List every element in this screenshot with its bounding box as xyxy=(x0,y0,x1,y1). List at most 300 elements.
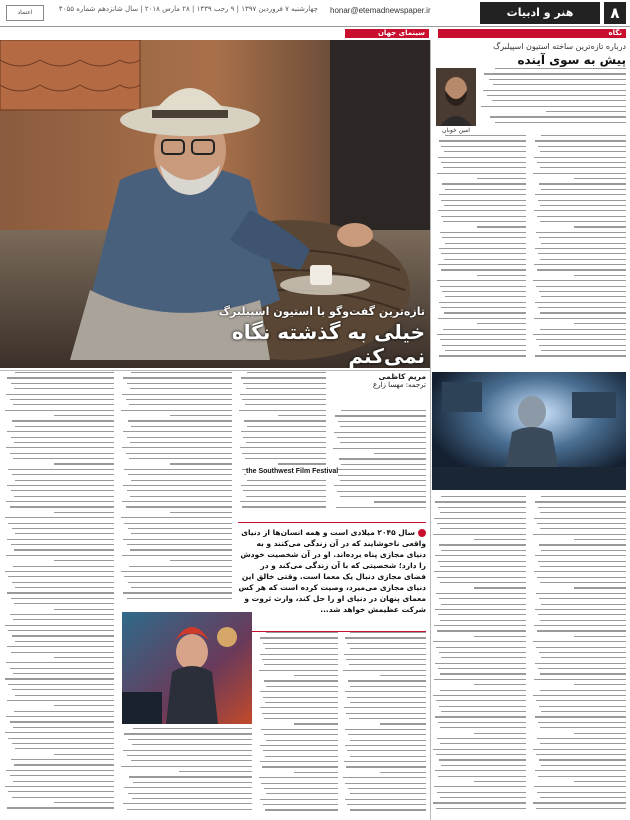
text-line xyxy=(265,648,338,649)
text-line xyxy=(7,646,114,647)
text-line xyxy=(439,248,526,249)
hero-title-box xyxy=(210,305,425,368)
text-line xyxy=(131,760,252,761)
text-line xyxy=(445,135,526,136)
text-line xyxy=(14,496,114,497)
text-line xyxy=(438,776,526,777)
text-line xyxy=(264,680,338,681)
text-line xyxy=(442,345,526,346)
text-line xyxy=(339,458,426,459)
text-line xyxy=(127,544,232,545)
text-line xyxy=(126,399,232,400)
text-line xyxy=(121,410,232,411)
text-line xyxy=(350,809,426,810)
text-line xyxy=(345,637,426,638)
text-line xyxy=(15,587,114,588)
text-line xyxy=(535,770,626,771)
text-line xyxy=(334,432,426,433)
text-line xyxy=(123,803,252,804)
text-line xyxy=(535,140,626,141)
text-line xyxy=(489,79,626,80)
text-line xyxy=(13,673,114,674)
text-line xyxy=(132,744,252,745)
text-line xyxy=(495,68,626,69)
text-line xyxy=(534,518,626,519)
text-line xyxy=(574,733,626,734)
text-line xyxy=(441,162,527,163)
text-line xyxy=(5,625,114,626)
text-line xyxy=(538,668,626,669)
text-line xyxy=(533,802,626,803)
text-line xyxy=(477,275,527,276)
text-line xyxy=(262,659,338,660)
text-line xyxy=(437,630,526,631)
text-line xyxy=(241,431,326,432)
text-line xyxy=(537,269,626,270)
text-line xyxy=(340,480,426,481)
text-line xyxy=(246,496,326,497)
text-line xyxy=(438,614,526,615)
text-line xyxy=(474,684,526,685)
right-lower-col-a xyxy=(432,496,526,816)
right-col-text-c xyxy=(532,135,626,365)
text-line xyxy=(533,749,626,750)
text-line xyxy=(13,458,114,459)
text-line xyxy=(541,135,626,136)
text-line xyxy=(12,582,114,583)
text-line xyxy=(540,620,626,621)
text-line xyxy=(440,528,526,529)
text-line xyxy=(5,678,114,679)
text-line xyxy=(441,269,527,270)
text-line xyxy=(347,804,426,805)
text-line xyxy=(278,415,326,416)
text-line xyxy=(348,788,426,789)
text-line xyxy=(438,722,526,723)
text-line xyxy=(474,539,526,540)
text-line xyxy=(170,560,232,561)
text-line xyxy=(541,765,626,766)
text-line xyxy=(445,189,526,190)
lower-col-6 xyxy=(342,632,426,816)
text-line xyxy=(243,383,326,384)
text-line xyxy=(264,788,338,789)
text-line xyxy=(8,791,114,792)
text-line xyxy=(347,750,426,751)
text-line xyxy=(247,480,326,481)
text-line xyxy=(537,523,626,524)
text-line xyxy=(540,205,626,206)
text-line xyxy=(439,759,526,760)
text-line xyxy=(5,410,114,411)
text-line xyxy=(12,743,114,744)
text-line xyxy=(433,749,526,750)
text-line xyxy=(8,630,114,631)
text-line xyxy=(265,809,338,810)
text-line xyxy=(436,808,526,809)
middle-translator: ترجمه: مهسا زارع xyxy=(373,381,426,389)
text-line xyxy=(335,469,426,470)
text-line xyxy=(128,474,232,475)
text-line xyxy=(435,770,526,771)
text-line xyxy=(294,723,338,724)
text-line xyxy=(441,711,526,712)
text-line xyxy=(539,598,626,599)
text-line xyxy=(444,151,526,152)
text-line xyxy=(123,750,252,751)
text-line xyxy=(345,745,426,746)
text-line xyxy=(260,799,338,800)
text-line xyxy=(122,394,232,395)
text-line xyxy=(440,673,526,674)
text-line xyxy=(574,684,626,685)
newspaper-logo: اعتماد xyxy=(6,5,44,21)
text-line xyxy=(439,140,526,141)
text-line xyxy=(534,264,626,265)
text-line xyxy=(347,643,426,644)
text-line xyxy=(10,453,115,454)
text-line xyxy=(435,555,526,556)
text-line xyxy=(537,577,626,578)
text-line xyxy=(538,614,626,615)
text-line xyxy=(54,512,115,513)
text-line xyxy=(170,512,232,513)
text-line xyxy=(441,765,526,766)
text-line xyxy=(539,237,626,238)
text-line xyxy=(12,635,114,636)
text-line xyxy=(129,404,232,405)
text-line xyxy=(436,700,526,701)
text-line xyxy=(540,566,626,567)
text-line xyxy=(343,670,426,671)
text-line xyxy=(574,781,626,782)
text-line xyxy=(8,469,114,470)
text-line xyxy=(536,286,626,287)
text-line xyxy=(127,809,252,810)
text-line xyxy=(262,713,338,714)
text-line xyxy=(435,716,526,717)
author-photo xyxy=(436,68,476,126)
text-line xyxy=(533,334,626,335)
text-line xyxy=(574,226,626,227)
text-line xyxy=(535,248,626,249)
text-line xyxy=(11,490,114,491)
text-line xyxy=(436,593,526,594)
text-line xyxy=(14,764,114,765)
text-line xyxy=(350,756,426,757)
text-line xyxy=(179,771,252,772)
text-line xyxy=(54,463,115,464)
text-line xyxy=(13,619,114,620)
text-line xyxy=(540,528,626,529)
text-line xyxy=(266,740,338,741)
text-line xyxy=(5,517,114,518)
text-line xyxy=(129,776,252,777)
text-line xyxy=(541,711,626,712)
text-line xyxy=(127,598,232,599)
text-line xyxy=(14,442,114,443)
text-line xyxy=(54,657,115,658)
text-line xyxy=(126,453,232,454)
text-line xyxy=(483,90,626,91)
right-lower-col-b xyxy=(532,496,626,816)
text-line xyxy=(440,690,526,691)
text-line xyxy=(540,221,626,222)
text-line xyxy=(121,517,232,518)
text-line xyxy=(340,426,426,427)
text-line xyxy=(474,733,526,734)
text-line xyxy=(6,662,114,663)
text-line xyxy=(122,447,232,448)
text-line xyxy=(7,807,114,808)
text-line xyxy=(434,625,526,626)
text-line xyxy=(54,560,115,561)
text-line xyxy=(341,464,426,465)
quote-marker-icon xyxy=(418,529,426,537)
text-line xyxy=(538,200,626,201)
text-line xyxy=(436,647,526,648)
text-line xyxy=(534,210,626,211)
text-line xyxy=(263,697,338,698)
text-line xyxy=(11,652,114,653)
text-line xyxy=(574,275,626,276)
text-line xyxy=(445,243,526,244)
text-line xyxy=(14,603,114,604)
text-line xyxy=(477,323,527,324)
text-line xyxy=(440,512,526,513)
text-line xyxy=(437,577,526,578)
page-header xyxy=(0,0,630,27)
text-line xyxy=(128,528,232,529)
text-line xyxy=(12,689,114,690)
lower-col-5 xyxy=(258,632,338,816)
text-line xyxy=(538,146,626,147)
text-line xyxy=(540,512,626,513)
text-line xyxy=(535,355,626,356)
text-line xyxy=(15,372,114,373)
right-article-headline: پیش به سوی آینده xyxy=(517,53,626,67)
section-email[interactable]: honar@etemadnewspaper.ir xyxy=(330,6,431,15)
text-line xyxy=(438,668,526,669)
text-line xyxy=(7,700,114,701)
text-line xyxy=(350,740,426,741)
middle-byline xyxy=(332,372,426,389)
text-line xyxy=(14,388,114,389)
text-line xyxy=(261,729,338,730)
text-line xyxy=(264,734,338,735)
text-line xyxy=(344,761,426,762)
text-line xyxy=(259,670,338,671)
text-line xyxy=(245,458,326,459)
text-line xyxy=(440,339,526,340)
text-line xyxy=(536,593,626,594)
text-line xyxy=(54,609,115,610)
text-line xyxy=(535,194,626,195)
text-line xyxy=(541,243,626,244)
text-line xyxy=(439,355,526,356)
text-line xyxy=(294,772,338,773)
text-line xyxy=(442,291,526,292)
text-line xyxy=(442,237,526,238)
text-line xyxy=(539,544,626,545)
text-line xyxy=(474,587,526,588)
text-line xyxy=(129,566,232,567)
text-line xyxy=(130,496,232,497)
text-line xyxy=(170,415,232,416)
text-line xyxy=(534,625,626,626)
text-line xyxy=(437,738,526,739)
text-line xyxy=(537,630,626,631)
author-name: امین خوبان xyxy=(442,127,470,134)
text-line xyxy=(540,151,626,152)
text-line xyxy=(8,523,114,524)
text-line xyxy=(533,280,626,281)
lower-col-2 xyxy=(120,372,232,608)
text-line xyxy=(541,550,626,551)
text-line xyxy=(535,663,626,664)
text-line xyxy=(534,786,626,787)
text-line xyxy=(441,253,526,254)
text-line xyxy=(15,695,114,696)
section-title: هنر و ادبیات xyxy=(480,2,600,24)
text-line xyxy=(13,404,114,405)
text-line xyxy=(349,718,426,719)
text-line xyxy=(123,539,232,540)
text-line xyxy=(380,772,426,773)
text-line xyxy=(436,754,526,755)
text-line xyxy=(350,686,426,687)
middle-author: مریم کاظمی xyxy=(378,372,426,381)
text-line xyxy=(535,501,626,502)
text-line xyxy=(6,716,114,717)
text-line xyxy=(124,576,232,577)
text-line xyxy=(15,426,114,427)
lower-col-7 xyxy=(120,728,252,816)
text-line xyxy=(539,345,626,346)
text-line xyxy=(10,775,115,776)
text-line xyxy=(13,781,114,782)
text-line xyxy=(263,750,338,751)
text-line xyxy=(438,507,526,508)
text-line xyxy=(440,797,526,798)
text-line xyxy=(490,116,626,117)
text-line xyxy=(439,652,526,653)
text-line xyxy=(534,157,626,158)
text-line xyxy=(12,474,114,475)
text-line xyxy=(345,691,426,692)
text-line xyxy=(10,721,115,722)
text-line xyxy=(243,437,326,438)
text-line xyxy=(477,226,527,227)
text-line xyxy=(538,561,626,562)
text-line xyxy=(443,221,526,222)
text-line xyxy=(348,734,426,735)
text-line xyxy=(433,534,526,535)
text-line xyxy=(443,167,526,168)
hero-photo xyxy=(0,40,430,368)
text-line xyxy=(574,323,626,324)
text-line xyxy=(481,106,626,107)
text-line xyxy=(538,722,626,723)
text-line xyxy=(12,528,114,529)
text-line xyxy=(492,100,626,101)
festival-name: the Southwest Film Festival xyxy=(246,468,339,475)
text-line xyxy=(443,329,526,330)
column-divider xyxy=(430,40,431,820)
text-line xyxy=(7,377,114,378)
text-line xyxy=(535,555,626,556)
text-line xyxy=(536,808,626,809)
text-line xyxy=(264,718,338,719)
text-line xyxy=(15,641,114,642)
text-line xyxy=(5,571,114,572)
text-line xyxy=(350,648,426,649)
text-line xyxy=(538,776,626,777)
text-line xyxy=(242,399,326,400)
text-line xyxy=(441,307,526,308)
text-line xyxy=(538,307,626,308)
text-line xyxy=(345,799,426,800)
text-line xyxy=(439,302,526,303)
text-line xyxy=(340,442,426,443)
text-line xyxy=(539,652,626,653)
text-line xyxy=(54,802,115,803)
text-line xyxy=(121,571,232,572)
text-line xyxy=(131,480,232,481)
text-line xyxy=(260,745,338,746)
text-line xyxy=(487,95,626,96)
text-line xyxy=(440,620,526,621)
text-line xyxy=(15,480,114,481)
author-avatar-icon xyxy=(436,68,476,126)
hero-kicker: تازه‌ترین گفت‌وگو با استیون اسپیلبرگ xyxy=(218,305,425,318)
text-line xyxy=(240,501,326,502)
text-line xyxy=(241,485,326,486)
text-line xyxy=(245,404,326,405)
text-line xyxy=(433,641,526,642)
text-line xyxy=(278,463,326,464)
text-line xyxy=(123,377,232,378)
text-line xyxy=(541,657,626,658)
text-line xyxy=(533,695,626,696)
text-line xyxy=(123,485,232,486)
text-line xyxy=(540,259,626,260)
lower-col-3 xyxy=(238,372,326,517)
text-line xyxy=(54,705,115,706)
text-line xyxy=(541,496,626,497)
text-line xyxy=(240,447,326,448)
text-line xyxy=(122,501,232,502)
text-line xyxy=(54,415,115,416)
text-line xyxy=(444,259,526,260)
text-line xyxy=(380,675,426,676)
text-line xyxy=(122,555,232,556)
text-line xyxy=(259,777,338,778)
text-line xyxy=(484,73,626,74)
text-line xyxy=(6,394,114,395)
text-line xyxy=(6,770,114,771)
text-line xyxy=(260,761,338,762)
text-line xyxy=(6,447,114,448)
horizontal-divider xyxy=(0,370,430,371)
text-line xyxy=(10,668,115,669)
left-section-tag: سینمای جهان xyxy=(345,29,429,38)
text-line xyxy=(477,178,527,179)
text-line xyxy=(440,232,526,233)
text-line xyxy=(537,216,626,217)
text-line xyxy=(131,372,232,373)
text-line xyxy=(242,506,326,507)
